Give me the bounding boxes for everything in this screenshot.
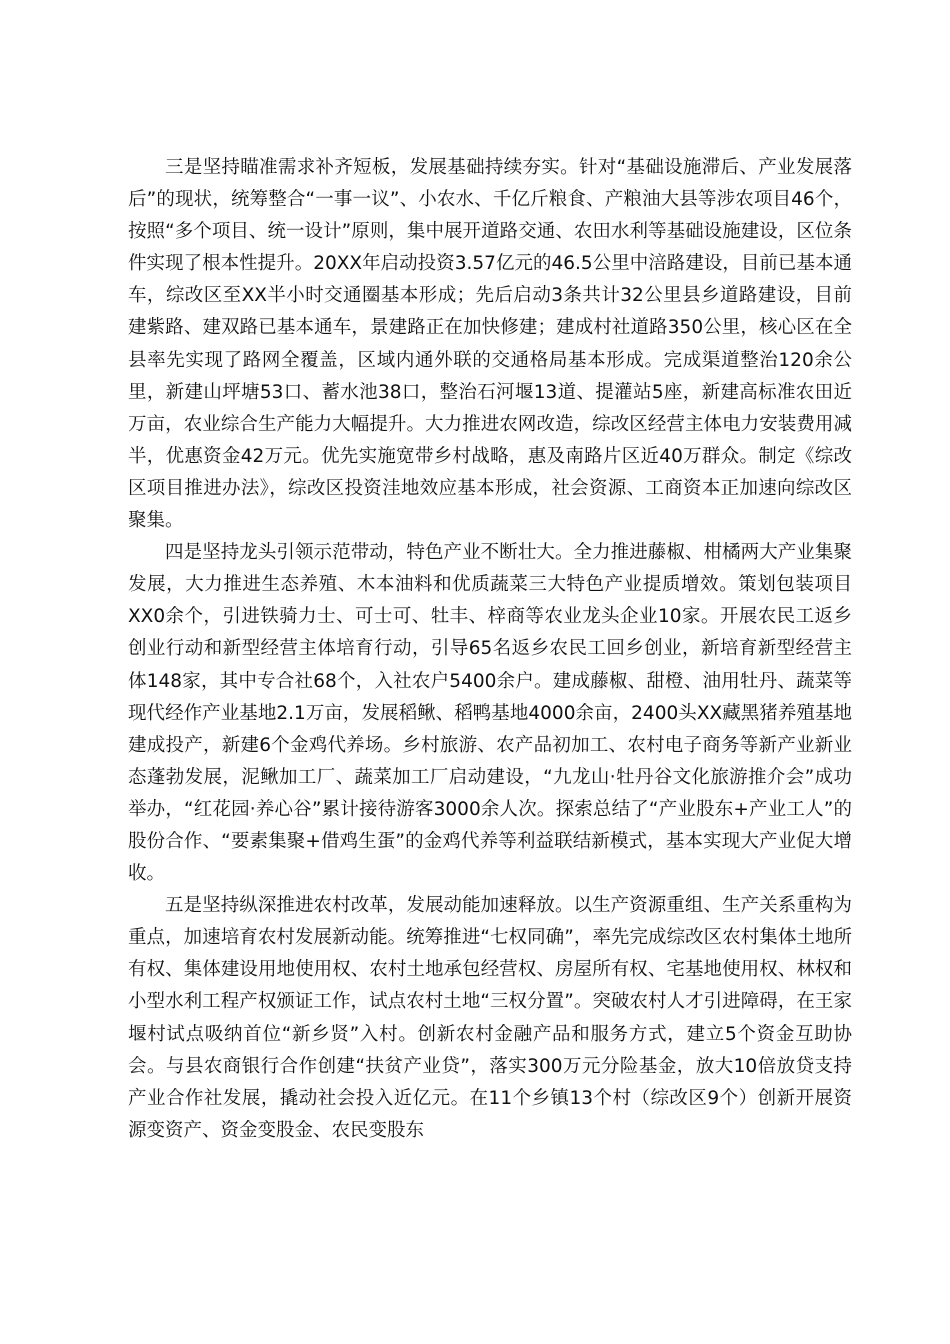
paragraph-rural-reform: 五是坚持纵深推进农村改革，发展动能加速释放。以生产资源重组、生产关系重构为重点，加速培育农村发展新动能。统筹推进“七权同确”，率先完成综改区农村集体土地所有权、集体建设用地使用权、农村土地承包经营权、房屋所有权、宅基地使用权、林权和小型水利工程产权颁证工作，试点农村土地“三权分置”。突破农村人才引进障碍，在王家堰村试点吸纳首位“新乡贤”入村。创新农村金融产品和服务方式，建立5个资金互助协会。与县农商银行合作创建“扶贫产业贷”，落实300万元分险基金，放大10倍放贷支持产业合作社发展，撬动社会投入近亿元。在11个乡镇13个村（综改区9个）创新开展资源变资产、资金变股金、农民变股东 — [128, 895, 852, 1141]
paragraph-industry: 四是坚持龙头引领示范带动，特色产业不断壮大。全力推进藤椒、柑橘两大产业集聚发展，大力推进生态养殖、木本油料和优质蔬菜三大特色产业提质增效。策划包装项目XX0余个，引进铁骑力士、可士可、牡丰、梓商等农业龙头企业10家。开展农民工返乡创业行动和新型经营主体培育行动，引导65名返乡农民工回乡创业，新培育新型经营主体148家，其中专合社68个，入社农户5400余户。建成藤椒、甜橙、油用牡丹、蔬菜等现代经作产业基地2.1万亩，发展稻鳅、稻鸭基地4000余亩，2400头XX藏黑猪养殖基地建成投产，新建6个金鸡代养场。乡村旅游、农产品初加工、农村电子商务等新产业新业态蓬勃发展，泥鳅加工厂、蔬菜加工厂启动建设，“九龙山·牡丹谷文化旅游推介会”成功举办，“红花园·养心谷”累计接待游客3000余人次。探索总结了“产业股东+产业工人”的股份合作、“要素集聚+借鸡生蛋”的金鸡代养等利益联结新模式，基本实现大产业促大增收。 — [128, 542, 852, 885]
document-body — [128, 152, 852, 1147]
paragraph-infrastructure: 三是坚持瞄准需求补齐短板，发展基础持续夯实。针对“基础设施滞后、产业发展落后”的现状，统筹整合“一事一议”、小农水、千亿斤粮食、产粮油大县等涉农项目46个，按照“多个项目、统一设计”原则，集中展开道路交通、农田水利等基础设施建设，区位条件实现了根本性提升。20XX年启动投资3.57亿元的46.5公里中涪路建设，目前已基本通车，综改区至XX半小时交通圈基本形成；先后启动3条共计32公里县乡道路建设，目前建紫路、建双路已基本通车，景建路正在加快修建；建成村社道路350公里，核心区在全县率先实现了路网全覆盖，区域内通外联的交通格局基本形成。完成渠道整治120余公里，新建山坪塘53口、蓄水池38口，整治石河堰13道、提灌站5座，新建高标准农田近万亩，农业综合生产能力大幅提升。大力推进农网改造，综改区经营主体电力安装费用减半，优惠资金42万元。优先实施宽带乡村战略，惠及南路片区近40万群众。制定《综改区项目推进办法》，综改区投资洼地效应基本形成，社会资源、工商资本正加速向综改区聚集。 — [128, 157, 852, 532]
